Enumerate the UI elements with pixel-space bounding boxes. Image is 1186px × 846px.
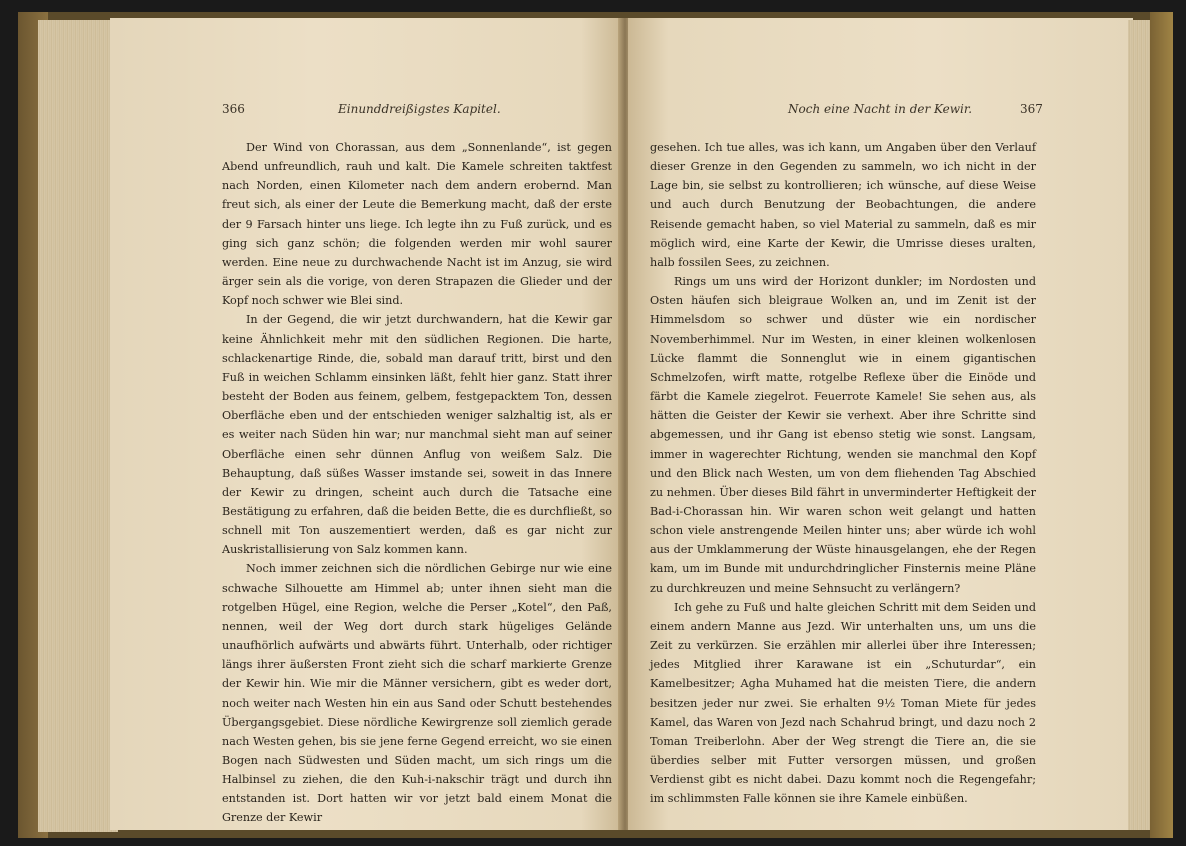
paragraph: Ich gehe zu Fuß und halte gleichen Schritt mit dem Seiden und einem andern Manne aus Jezd. Wir unterhalten uns, um uns die Zeit zu verkürzen. Sie erzählen mir allerlei über ihre Interessen; jedes Mitglied ihrer Karawane ist ein „Schuturdar“, ein Kamelbesitzer; Agha Muhamed hat die meisten Tiere, die andern besitzen jeder nur zwei. Sie erhalten 9½ Toman Miete für jedes Kamel, das Waren von Jezd nach Schahrud bringt, und dazu noch 2 Toman Treiberlohn. Aber der Weg strengt die Tiere an, die sie überdies selber mit Futter versorgen müssen, und großen Verdienst gibt es nicht dabei. Dazu kommt noch die Regengefahr; im schlimmsten Falle können sie ihre Kamele einbüßen.: [650, 600, 1036, 806]
paragraph: gesehen. Ich tue alles, was ich kann, um Angaben über den Verlauf dieser Grenze in den Gegenden zu sammeln, wo ich nicht in der Lage bin, sie selbst zu kontrollieren; ich wünsche, auf diese Weise und auch durch Benutzung der Beobachtungen, die andere Reisende gemacht haben, so viel Material zu sammeln, daß es mir möglich wird, eine Karte der Kewir, die Umrisse dieses uralten, halb fossilen Sees, zu zeichnen.: [650, 141, 1036, 269]
book-cover-right: [1150, 12, 1173, 838]
left-page-number: 366: [222, 102, 245, 116]
paragraph: Noch immer zeichnen sich die nördlichen Gebirge nur wie eine schwache Silhouette am Himmel ab; unter ihnen sieht man die rotgelben Hügel, eine Region, welche die Perser „Kotel“, den Paß, nennen, weil der Weg dort durch stark hügeliges Gelände unaufhörlich aufwärts und abwärts führt. Unterhalb, oder richtiger längs ihrer äußersten Front zieht sich die scharf markierte Grenze der Kewir hin. Wie mir die Männer versichern, gibt es weder dort, noch weiter nach Westen hin ein aus Sand oder Schutt bestehendes Übergangsgebiet. Diese nördliche Kewirgrenze soll ziemlich gerade nach Westen gehen, bis sie jene ferne Gegend erreicht, wo sie einen Bogen nach Südwesten und Süden macht, um sich rings um die Halbinsel zu ziehen, die den Kuh-i-nakschir trägt und durch ihn entstanden ist. Dort hatten wir vor jetzt bald einem Monat die Grenze der Kewir: [222, 562, 612, 825]
paragraph: In der Gegend, die wir jetzt durchwandern, hat die Kewir gar keine Ähnlichkeit mehr mit den südlichen Regionen. Die harte, schlackenartige Rinde, die, sobald man darauf tritt, birst und den Fuß in weichen Schlamm einsinken läßt, fehlt hier ganz. Statt ihrer besteht der Boden aus feinem, gelbem, festgepacktem Ton, dessen Oberfläche eben und der entschieden weniger salzhaltig ist, als er es weiter nach Süden hin war; nur manchmal sieht man auf seiner Oberfläche einen sehr dünnen Anflug von weißem Salz. Die Behauptung, daß süßes Wasser imstande sei, soweit in das Innere der Kewir zu dringen, scheint auch durch die Tatsache eine Bestätigung zu erfahren, daß die beiden Bette, die es durchfließt, so schnell mit Ton auszementiert werden, daß es gar nicht zur Auskristallisierung von Salz kommen kann.: [222, 313, 612, 557]
right-page-number: 367: [1020, 102, 1043, 116]
right-page: [628, 18, 1133, 830]
paragraph: Der Wind von Chorassan, aus dem „Sonnenlande“, ist gegen Abend unfreundlich, rauh und kalt. Die Kamele schreiten taktfest nach Norden, einen Kilometer nach dem andern erobernd. Man freut sich, als einer der Leute die Bemerkung macht, daß der erste der 9 Farsach hinter uns liege. Ich legte ihn zu Fuß zurück, und es ging sich ganz schön; die folgenden werden mir wohl saurer werden. Eine neue zu durchwachende Nacht ist im Anzug, sie wird ärger sein als die vorige, von deren Strapazen die Glieder und der Kopf noch schwer wie Blei sind.: [222, 141, 612, 308]
right-running-head: Noch eine Nacht in der Kewir.: [788, 102, 973, 116]
paragraph: Rings um uns wird der Horizont dunkler; im Nordosten und Osten häufen sich bleigraue Wolken an, und im Zenit ist der Himmelsdom so schwer und düster wie ein nordischer Novemberhimmel. Nur im Westen, in einer kleinen wolkenlosen Lücke flammt die Sonnenglut wie in einem gigantischen Schmelzofen, wirft matte, rotgelbe Reflexe über die Einöde und färbt die Kamele ziegelrot. Feuerrote Kamele! Sie sehen aus, als hätten die Geister der Kewir sie verhext. Aber ihre Schritte sind abgemessen, und ihr Gang ist ebenso stetig wie sonst. Langsam, immer in wagerechter Richtung, wenden sie manchmal den Kopf und den Blick nach Westen, um von dem fliehenden Tag Abschied zu nehmen. Über dieses Bild fährt in unverminderter Heftigkeit der Bad-i-Chorassan hin. Wir waren schon weit gelangt und hatten schon viele anstrengende Meilen hinter uns; aber würde ich wohl aus der Umklammerung der Wüste hinausgelangen, ehe der Regen kam, um im Bunde mit undurchdringlicher Finsternis meine Pläne zu durchkreuzen und meine Sehnsucht zu verlängern?: [650, 275, 1036, 595]
right-page-text: [650, 138, 1036, 808]
left-page-text: [222, 138, 612, 828]
left-running-head: Einunddreißigstes Kapitel.: [338, 102, 501, 116]
left-page: [0, 18, 622, 830]
